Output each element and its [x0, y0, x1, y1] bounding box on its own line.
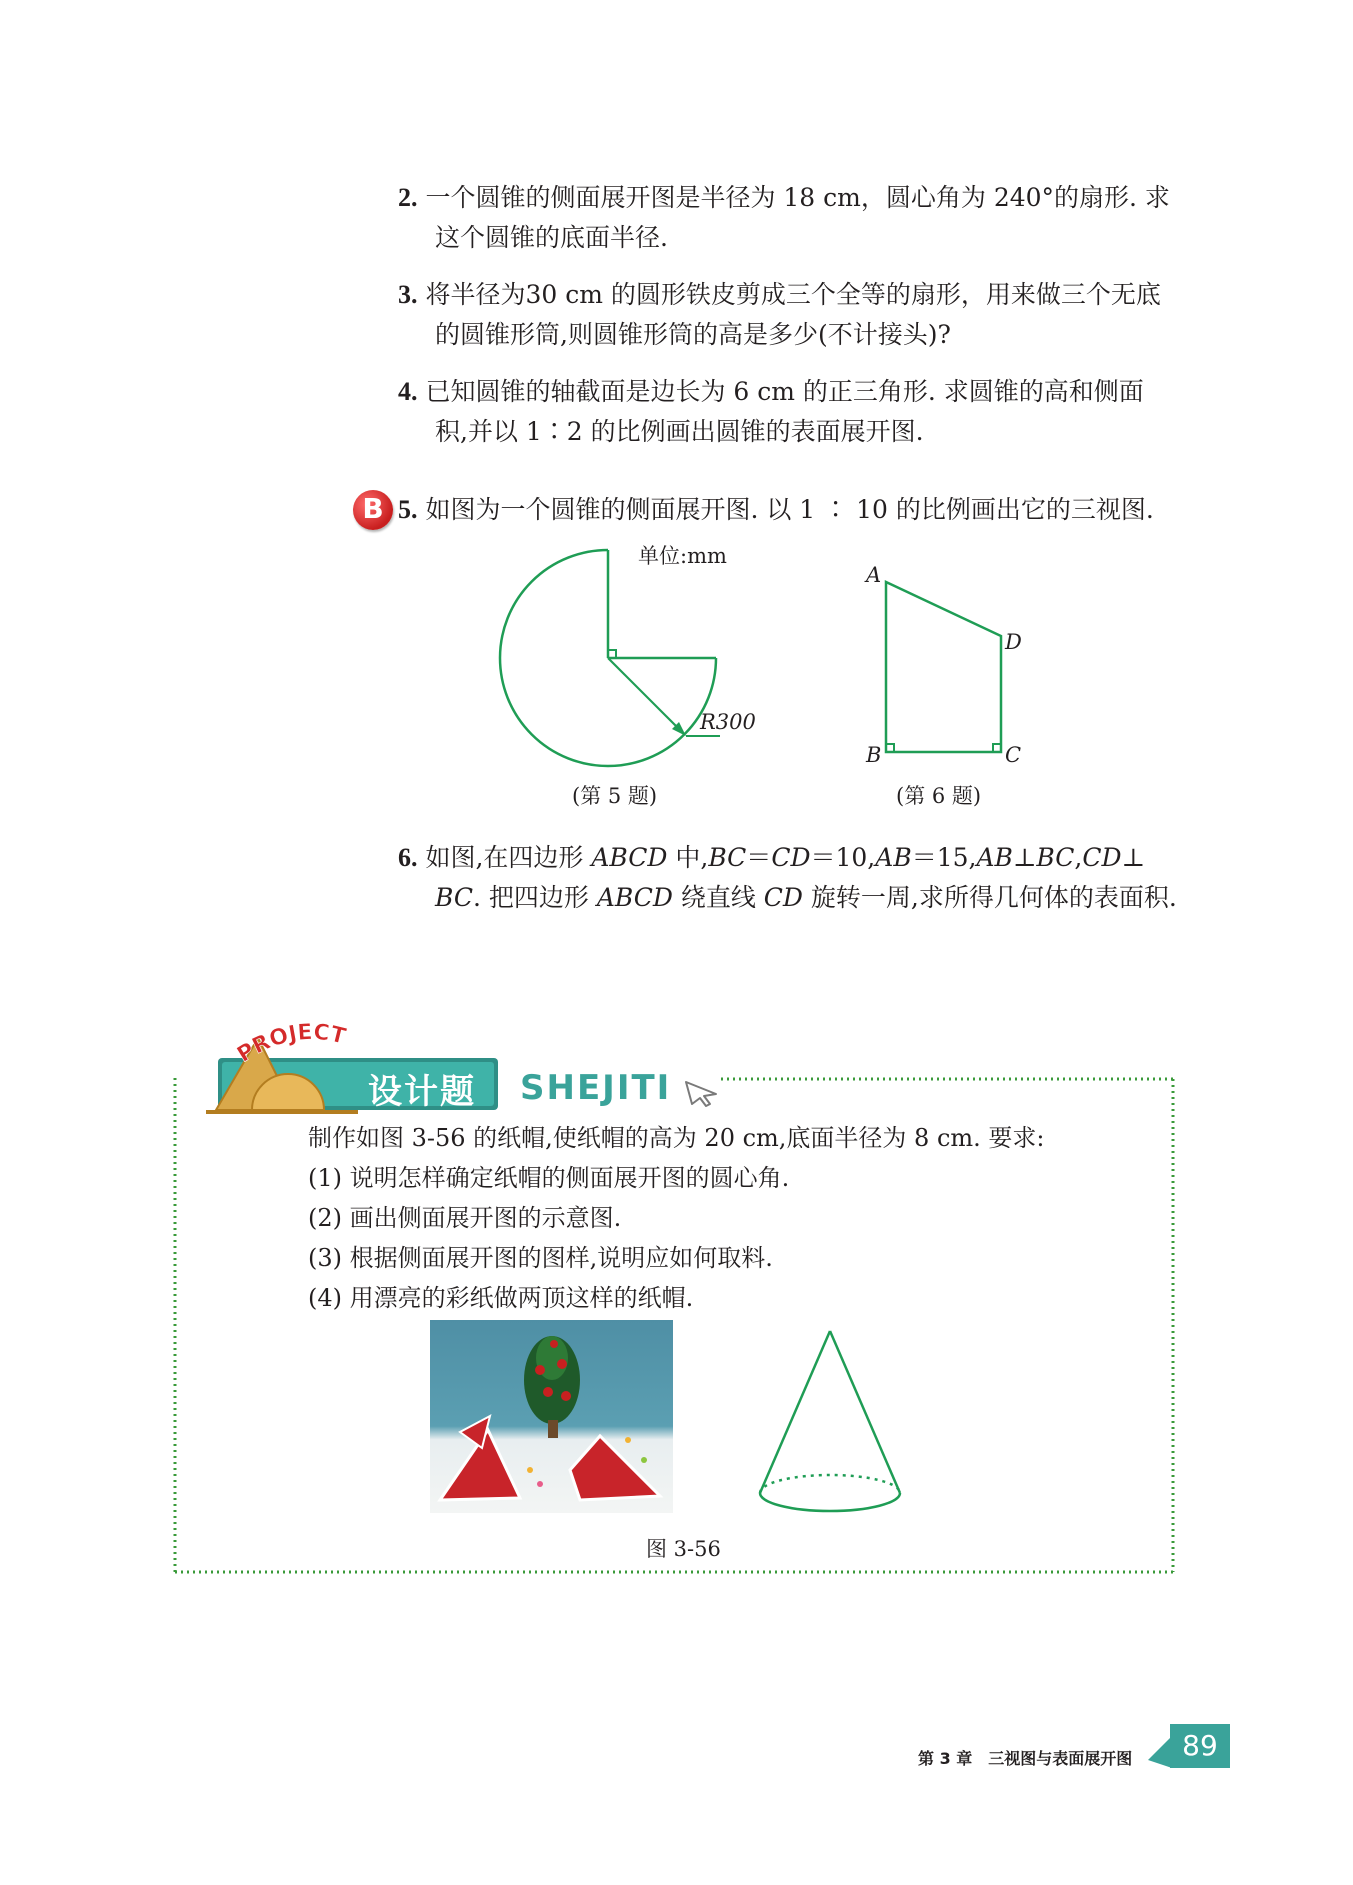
cone-right-edge [830, 1331, 900, 1493]
unit-label: 单位:mm [638, 544, 727, 568]
problem-2 [398, 178, 1198, 258]
figure-6-caption: (第 6 题) [896, 784, 982, 808]
figure-6-quadrilateral [860, 560, 1040, 760]
problem-number: 6. [398, 843, 418, 872]
pointer-arrow-icon [682, 1078, 722, 1108]
project-item-2: (2) 画出侧面展开图的示意图. [308, 1204, 622, 1232]
badge-letter: B [362, 492, 384, 525]
quadrilateral-abcd [886, 582, 1001, 752]
figure-3-56-caption: 图 3-56 [646, 1537, 721, 1561]
radius-arrow-line [608, 658, 682, 732]
cone-left-edge [760, 1331, 830, 1493]
math-cd: CD [1082, 843, 1122, 872]
problem-text: 中, [667, 843, 709, 872]
problem-6 [398, 838, 1198, 918]
page-tab-pointer [1148, 1728, 1172, 1768]
math-abcd: ABCD [591, 843, 668, 872]
problem-text: 已知圆锥的轴截面是边长为 6 cm 的正三角形. 求圆锥的高和侧面 [425, 377, 1144, 406]
problem-number: 5. [398, 495, 418, 524]
project-item-1: (1) 说明怎样确定纸帽的侧面展开图的圆心角. [308, 1164, 790, 1192]
cone-base-front [760, 1493, 900, 1511]
vertex-d: D [1005, 630, 1022, 654]
math-comma: , [1074, 843, 1083, 872]
problem-text: 如图为一个圆锥的侧面展开图. 以 1 ∶ 10 的比例画出它的三视图. [425, 495, 1154, 524]
math-equals: ＝ [746, 843, 772, 872]
problem-text: 将半径为30 cm 的圆形铁皮剪成三个全等的扇形，用来做三个无底 [425, 280, 1161, 309]
figure-5-caption: (第 5 题) [572, 784, 658, 808]
problem-text: 的圆锥形筒,则圆锥形筒的高是多少(不计接头)? [435, 320, 951, 349]
math-perp: ⊥ [1012, 843, 1037, 872]
problem-4 [398, 372, 1198, 452]
vertex-b: B [866, 743, 882, 767]
math-bc: BC [435, 883, 473, 912]
project-title: 设计题 [368, 1072, 476, 1112]
project-intro: 制作如图 3-56 的纸帽,使纸帽的高为 20 cm,底面半径为 8 cm. 要求: [308, 1124, 1045, 1152]
math-perp: ⊥ [1121, 843, 1146, 872]
problem-text: 旋转一周,求所得几何体的表面积. [802, 883, 1177, 912]
page-number: 89 [1170, 1724, 1230, 1768]
project-banner-word: PROJECT [232, 1019, 349, 1068]
problem-text: 绕直线 [672, 883, 764, 912]
project-item-4: (4) 用漂亮的彩纸做两顶这样的纸帽. [308, 1284, 694, 1312]
math-cd: CD [771, 843, 811, 872]
radius-label: R300 [700, 710, 756, 734]
problem-text: 一个圆锥的侧面展开图是半径为 18 cm，圆心角为 240°的扇形. 求 [425, 183, 1170, 212]
chapter-title: 第 3 章 三视图与表面展开图 [918, 1749, 1133, 1768]
problem-5 [398, 490, 1198, 530]
problem-text: 如图,在四边形 [425, 843, 592, 872]
project-item-3: (3) 根据侧面展开图的图样,说明应如何取料. [308, 1244, 773, 1272]
problem-text: 这个圆锥的底面半径. [435, 223, 668, 252]
math-bc: BC [1036, 843, 1075, 872]
math-equals-10: ＝10, [810, 843, 876, 872]
project-pinyin: SHEJITI [520, 1068, 672, 1108]
vertex-c: C [1005, 743, 1022, 767]
math-ab: AB [976, 843, 1013, 872]
cone-diagram [740, 1325, 920, 1520]
math-ab: AB [875, 843, 912, 872]
problem-number: 4. [398, 377, 418, 406]
cone-base-back [760, 1475, 900, 1493]
project-header [198, 1018, 718, 1118]
math-cd: CD [763, 883, 803, 912]
problem-text: 积,并以 1∶2 的比例画出圆锥的表面展开图. [435, 417, 924, 446]
problem-text: . 把四边形 [472, 883, 597, 912]
vertex-a: A [866, 563, 882, 587]
math-abcd: ABCD [596, 883, 673, 912]
level-b-badge [353, 490, 393, 530]
problem-number: 2. [398, 183, 418, 212]
math-equals-15: ＝15, [911, 843, 977, 872]
paper-hat-photo [430, 1320, 673, 1513]
problem-number: 3. [398, 280, 418, 309]
math-bc: BC [708, 843, 747, 872]
problem-3 [398, 275, 1198, 355]
figure-5-sector [490, 540, 770, 770]
